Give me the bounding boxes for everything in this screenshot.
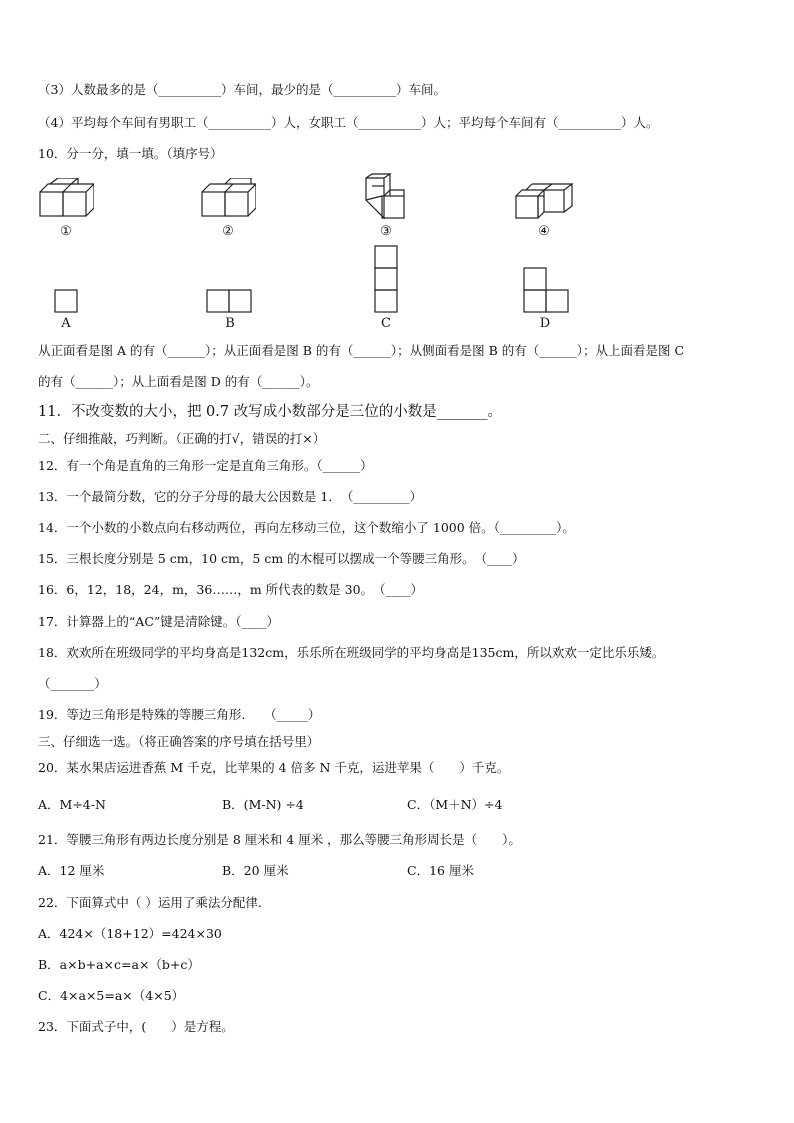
view-figure-c-label: C (381, 316, 391, 331)
question-21-option-c: C．16 厘米 (407, 863, 474, 878)
view-figure-a-label: A (61, 316, 71, 331)
solid-figure-1 (38, 178, 94, 222)
solid-figure-3 (362, 172, 410, 224)
question-23: 23．下面式子中，( ）是方程。 (38, 1019, 234, 1034)
solid-figure-4 (514, 180, 576, 222)
question-18: 18．欢欢所在班级同学的平均身高是132cm，乐乐所在班级同学的平均身高是135cm，所以欢欢一定比乐乐矮。 (38, 645, 665, 660)
view-figure-b (206, 289, 252, 313)
question-12: 12．有一个角是直角的三角形一定是直角三角形。（______） (38, 458, 373, 473)
question-18-blank: （_______） (38, 676, 107, 691)
view-figure-b-label: B (225, 316, 235, 331)
solid-figure-2-label: ② (222, 224, 234, 239)
view-figure-d-label: D (539, 316, 551, 331)
question-22: 22．下面算式中（ ）运用了乘法分配律. (38, 895, 262, 910)
question-20-option-c: C．（M＋N）÷4 (407, 797, 503, 812)
question-16: 16．6，12，18，24，m，36……，m 所代表的数是 30。 （____） (38, 582, 424, 597)
question-17: 17．计算器上的“AC”键是清除键。（____） (38, 614, 280, 629)
question-21-option-a: A．12 厘米 (38, 863, 105, 878)
section-3-heading: 三、仔细选一选。（将正确答案的序号填在括号里） (38, 734, 320, 749)
question-22-option-b: B．a×b+a×c=a×（b+c） (38, 957, 200, 972)
question-20-option-b: B．(M-N) ÷4 (222, 797, 304, 812)
question-22-option-c: C．4×a×5=a×（4×5） (38, 988, 185, 1003)
question-21-option-b: B．20 厘米 (222, 863, 289, 878)
question-22-option-a: A．424×（18+12）=424×30 (38, 926, 222, 941)
solid-figure-1-label: ① (60, 224, 72, 239)
question-10-fill-line-1: 从正面看是图 A 的有（______）；从正面看是图 B 的有（______）；从侧面看是图 B 的有（______）；从上面看是图 C (38, 343, 685, 358)
view-figure-c (374, 245, 398, 313)
question-10: 10．分一分，填一填。（填序号） (38, 146, 223, 161)
question-10-fill-line-2: 的有（______）；从上面看是图 D 的有（______）。 (38, 374, 319, 389)
solid-figure-2 (200, 178, 256, 222)
question-11: 11．不改变数的大小，把 0.7 改写成小数部分是三位的小数是_______。 (38, 404, 502, 420)
view-figure-a (54, 289, 78, 313)
view-figure-d (523, 267, 569, 313)
question-15: 15．三根长度分别是 5 cm，10 cm，5 cm 的木棍可以摆成一个等腰三角形。 （____） (38, 551, 525, 566)
question-9-part-3: （3）人数最多的是（__________）车间，最少的是（__________）车间。 (38, 82, 446, 97)
question-9-part-4: （4）平均每个车间有男职工（__________）人，女职工（__________）人；平均每个车间有（__________）人。 (38, 115, 659, 130)
question-19: 19．等边三角形是特殊的等腰三角形. （_____） (38, 707, 321, 722)
question-14: 14．一个小数的小数点向右移动两位，再向左移动三位，这个数缩小了 1000 倍。（_________）。 (38, 520, 575, 535)
section-2-heading: 二、仔细推敲，巧判断。（正确的打√，错误的打×） (38, 431, 326, 446)
question-13: 13．一个最简分数，它的分子分母的最大公因数是 1． （_________） (38, 489, 423, 504)
solid-figure-3-label: ③ (380, 224, 392, 239)
question-21: 21．等腰三角形有两边长度分别是 8 厘米和 4 厘米 ，那么等腰三角形周长是（ ）。 (38, 832, 521, 847)
question-20: 20．某水果店运进香蕉 M 千克，比苹果的 4 倍多 N 千克，运进苹果（ ）千克。 (38, 760, 510, 775)
question-20-option-a: A．M÷4-N (38, 797, 106, 812)
solid-figure-4-label: ④ (538, 224, 550, 239)
